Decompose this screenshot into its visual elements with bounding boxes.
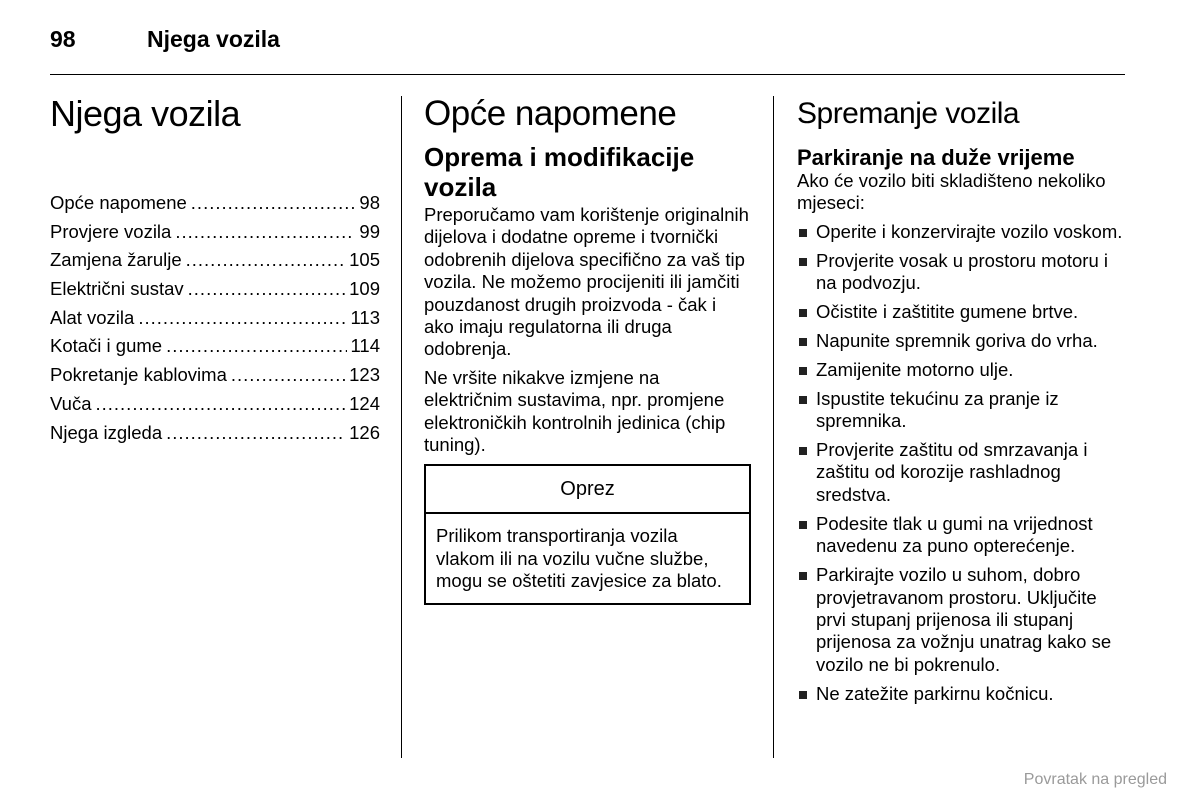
column-divider-2	[773, 96, 774, 758]
toc-item-title: Opće napomene	[50, 192, 187, 213]
toc-item-title: Provjere vozila	[50, 220, 172, 242]
toc-item-page: 105	[349, 249, 380, 271]
storage-column	[797, 92, 1127, 712]
square-bullet-icon	[799, 521, 807, 529]
paragraph: Ne vršite nikakve izmjene na električnim sustavima, npr. promjene elektroničkih kontrolnih jedinica (chip tuning).	[424, 366, 726, 456]
toc-item[interactable]	[50, 335, 380, 364]
section-title-general: Opće napomene	[424, 94, 677, 133]
toc-item-page: 124	[349, 392, 380, 414]
toc-item-title: Kotači i gume	[50, 335, 163, 357]
table-of-contents	[50, 192, 380, 450]
paragraph: Preporučamo vam korištenje originalnih dijelova i dodatne opreme i tvornički odobrenih dijelova specifično za vaš tip vozila. Ne možemo procijeniti ili jamčiti pouzdanost drugih proizvoda - čak i ako imaju regulatorna ili druga odobrenja.	[424, 204, 749, 360]
list-item	[797, 439, 1127, 506]
list-item	[797, 564, 1127, 676]
back-to-overview-link[interactable]: Povratak na pregled	[1023, 771, 1167, 788]
square-bullet-icon	[799, 367, 807, 375]
square-bullet-icon	[799, 572, 807, 580]
toc-item[interactable]	[50, 278, 380, 307]
list-item-text: Ne zatežite parkirnu kočnicu.	[816, 682, 1054, 704]
general-notes-column	[424, 92, 751, 605]
list-item	[797, 221, 1127, 243]
list-item	[797, 513, 1127, 558]
list-item-text: Provjerite vosak u prostoru motoru i na podvozju.	[816, 249, 1109, 294]
toc-leader-dots	[175, 221, 355, 243]
toc-leader-dots	[186, 249, 346, 271]
chapter-column	[50, 92, 380, 450]
toc-leader-dots	[231, 364, 345, 386]
toc-item[interactable]	[50, 364, 380, 393]
header-rule	[50, 74, 1125, 75]
square-bullet-icon	[799, 338, 807, 346]
section-title-storage: Spremanje vozila	[797, 97, 1020, 130]
square-bullet-icon	[799, 309, 807, 317]
square-bullet-icon	[799, 229, 807, 237]
list-item	[797, 359, 1127, 381]
toc-item-page: 123	[349, 364, 380, 386]
caution-title: Oprez	[426, 466, 749, 514]
subsection-title-parking: Parkiranje na duže vrijeme	[797, 145, 1075, 170]
list-item	[797, 683, 1127, 705]
toc-item[interactable]	[50, 192, 380, 221]
toc-leader-dots	[191, 192, 356, 214]
square-bullet-icon	[799, 691, 807, 699]
toc-leader-dots	[166, 335, 346, 357]
toc-item[interactable]	[50, 307, 380, 336]
toc-item-page: 126	[349, 421, 380, 443]
toc-item-page: 113	[350, 306, 380, 328]
list-item	[797, 330, 1127, 352]
list-item-text: Provjerite zaštitu od smrzavanja i zaštitu od korozije rashladnog sredstva.	[816, 439, 1088, 505]
list-item-text: Podesite tlak u gumi na vrijednost navedenu za puno opterećenje.	[816, 512, 1093, 557]
toc-item-page: 114	[350, 335, 380, 357]
running-header-title: Njega vozila	[147, 26, 280, 52]
list-item-text: Parkirajte vozilo u suhom, dobro provjetravanom prostoru. Uključite prvi stupanj prijenosa ili stupanj prijenosa za vožnju unatrag kako se vozilo ne bi pokrenulo.	[816, 564, 1112, 675]
chapter-title: Njega vozila	[50, 93, 241, 134]
toc-leader-dots	[138, 307, 346, 329]
square-bullet-icon	[799, 396, 807, 404]
toc-item-page: 98	[359, 192, 380, 213]
toc-item-title: Pokretanje kablovima	[50, 364, 227, 386]
subsection-title-equipment: Oprema i modifikacije vozila	[424, 142, 695, 202]
toc-item-page: 99	[359, 220, 380, 242]
square-bullet-icon	[799, 258, 807, 266]
list-item	[797, 250, 1127, 295]
square-bullet-icon	[799, 447, 807, 455]
toc-leader-dots	[95, 393, 345, 415]
list-item-text: Operite i konzervirajte vozilo voskom.	[816, 220, 1123, 242]
toc-item-title: Njega izgleda	[50, 421, 163, 443]
list-item-text: Napunite spremnik goriva do vrha.	[816, 329, 1098, 351]
column-divider-1	[401, 96, 402, 758]
toc-item[interactable]	[50, 249, 380, 278]
list-item-text: Ispustite tekućinu za pranje iz spremnika.	[816, 387, 1059, 432]
list-item-text: Zamijenite motorno ulje.	[816, 358, 1014, 380]
toc-item-page: 109	[349, 278, 380, 300]
toc-item-title: Alat vozila	[50, 306, 135, 328]
toc-item[interactable]	[50, 393, 380, 422]
toc-item-title: Zamjena žarulje	[50, 249, 182, 271]
toc-leader-dots	[188, 278, 345, 300]
storage-intro: Ako će vozilo biti skladišteno nekoliko mjeseci:	[797, 170, 1106, 214]
caution-box	[424, 464, 751, 604]
toc-leader-dots	[166, 422, 345, 444]
list-item	[797, 388, 1127, 433]
toc-item[interactable]	[50, 422, 380, 451]
page-number: 98	[50, 26, 76, 52]
list-item-text: Očistite i zaštitite gumene brtve.	[816, 301, 1079, 323]
list-item	[797, 301, 1127, 323]
toc-item-title: Električni sustav	[50, 278, 184, 300]
toc-item-title: Vuča	[50, 392, 92, 414]
caution-text: Prilikom transportiranja vozila vlakom ili na vozilu vučne službe, mogu se oštetiti zavjesice za blato.	[436, 525, 722, 592]
storage-checklist	[797, 221, 1127, 705]
toc-item[interactable]	[50, 221, 380, 250]
